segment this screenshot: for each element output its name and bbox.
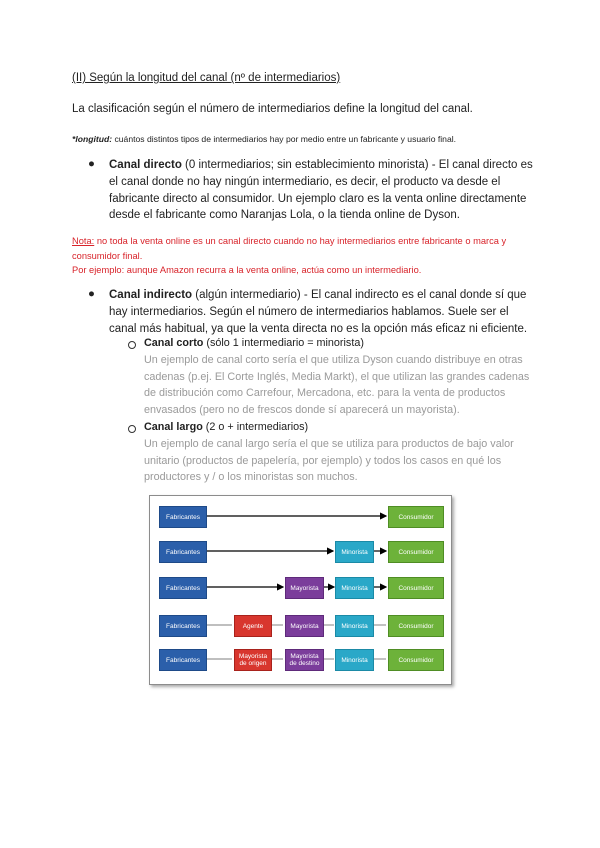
canal-corto-title: Canal corto [144, 337, 204, 349]
bullet-dot: ● [88, 158, 95, 170]
canal-directo-text: (0 intermediarios; sin establecimiento minorista) - El canal directo es el canal donde no hay ningún intermediario, es decir, el producto va desde el fabricante directo al consumidor. Un ejemplo claro es la venta online directamente desde el fabricante como Naranjas Lola, o la tienda online de Dyson. [109, 159, 533, 222]
node-fabricantes: Fabricantes [159, 615, 207, 637]
sub-bullet-circle [128, 341, 136, 349]
note-line2: Por ejemplo: aunque Amazon recurra a la venta online, actúa como un intermediario. [72, 265, 422, 276]
bullet-dot: ● [88, 288, 95, 300]
note-line1: no toda la venta online es un canal directo cuando no hay intermediarios entre fabricante o marca y consumidor final. [72, 236, 507, 261]
canal-indirecto-text: (algún intermediario) - El canal indirecto es el canal donde sí que hay intermediarios. Según el número de intermediarios hablamos. Suele ser el canal más habitual, ya que la venta directa no es la opción más eficaz ni eficiente. [109, 289, 528, 335]
sub-bullet-circle [128, 425, 136, 433]
canal-indirecto-title: Canal indirecto [109, 289, 193, 301]
intro-paragraph: La clasificación según el número de intermediarios define la longitud del canal. [72, 103, 473, 115]
node-fabricantes: Fabricantes [159, 649, 207, 671]
node-mayorista-destino: Mayorista de destino [285, 649, 324, 671]
footnote-term: *longitud: [72, 134, 113, 144]
node-mayorista-origen: Mayorista de origen [234, 649, 272, 671]
node-mayorista: Mayorista [285, 615, 324, 637]
note-label: Nota: [72, 236, 95, 246]
canal-directo-title: Canal directo [109, 159, 182, 171]
node-consumidor: Consumidor [388, 577, 444, 599]
node-consumidor: Consumidor [388, 615, 444, 637]
node-fabricantes: Fabricantes [159, 577, 207, 599]
node-minorista: Minorista [335, 649, 374, 671]
canal-largo-title: Canal largo [144, 421, 203, 433]
distribution-channel-diagram [149, 495, 452, 685]
canal-largo-paren: (2 o + intermediarios) [202, 421, 309, 433]
node-minorista: Minorista [335, 541, 374, 563]
bullet-canal-indirecto [109, 287, 539, 337]
canal-corto-text: Un ejemplo de canal corto sería el que utiliza Dyson cuando distribuye en otras cadenas (p.ej. El Corte Inglés, Media Markt), el que utilizan las grandes cadenas de distribución como Carrefour, Mercadona, etc. para la venta de productos envasados (pero no de frescos donde sí aparecerá un mayorista). [144, 353, 530, 417]
node-consumidor: Consumidor [388, 541, 444, 563]
sub-canal-corto [144, 335, 544, 419]
node-fabricantes: Fabricantes [159, 506, 207, 528]
node-fabricantes: Fabricantes [159, 541, 207, 563]
canal-corto-paren: (sólo 1 intermediario = minorista) [203, 337, 364, 349]
section-heading: (II) Según la longitud del canal (nº de intermediarios) [72, 72, 341, 84]
node-mayorista: Mayorista [285, 577, 324, 599]
node-consumidor: Consumidor [388, 649, 444, 671]
node-minorista: Minorista [335, 577, 374, 599]
bullet-canal-directo [109, 157, 539, 224]
sub-canal-largo [144, 419, 544, 486]
footnote-text: cuántos distintos tipos de intermediarios hay por medio entre un fabricante y usuario final. [112, 134, 457, 144]
note-block [72, 234, 542, 278]
node-agente: Agente [234, 615, 272, 637]
node-consumidor: Consumidor [388, 506, 444, 528]
footnote [72, 134, 456, 144]
node-minorista: Minorista [335, 615, 374, 637]
canal-largo-text: Un ejemplo de canal largo sería el que se utiliza para productos de bajo valor unitario (productos de papelería, por ejemplo) y todos los casos en qué los productores y / o los minoristas son muchos. [144, 437, 514, 484]
